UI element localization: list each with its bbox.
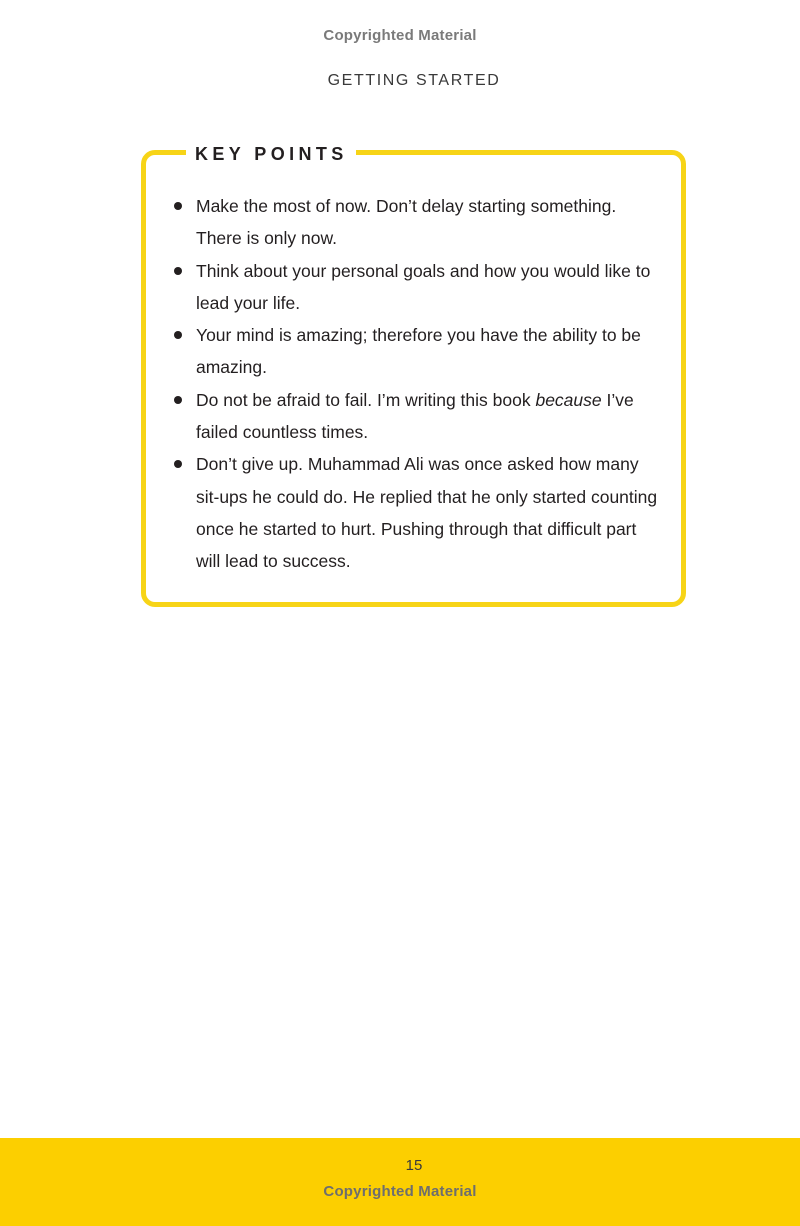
bullet-icon [174,460,182,468]
key-point-text: Think about your personal goals and how you would like to lead your life. [196,260,651,313]
key-point-item [174,448,664,577]
key-point-item [174,319,664,384]
key-point-item [174,190,664,255]
key-point-emphasis: because [535,389,602,410]
bullet-icon [174,396,182,404]
key-point-text: Do not be afraid to fail. I’m writing this book [196,389,536,410]
page-number: 15 [405,1157,423,1174]
key-points-title: KEY POINTS [186,142,356,166]
running-head: GETTING STARTED [327,72,501,89]
key-points-list [174,190,664,578]
bullet-icon [174,267,182,275]
bullet-icon [174,331,182,339]
footer-band [0,1138,800,1226]
bullet-icon [174,202,182,210]
copyright-watermark-top: Copyrighted Material [323,27,477,44]
key-point-item [174,255,664,320]
copyright-watermark-bottom: Copyrighted Material [323,1183,477,1200]
key-point-item [174,384,664,449]
key-point-text: Don’t give up. Muhammad Ali was once asked how many sit-ups he could do. He replied that he only started counting once he started to hurt. Pushing through that difficult part will lead to success. [196,454,658,572]
key-point-text: Make the most of now. Don’t delay starting something. There is only now. [196,196,617,249]
key-point-text-after: I’ve failed countless times. [196,389,634,443]
key-point-text: Your mind is amazing; therefore you have the ability to be amazing. [196,325,641,378]
